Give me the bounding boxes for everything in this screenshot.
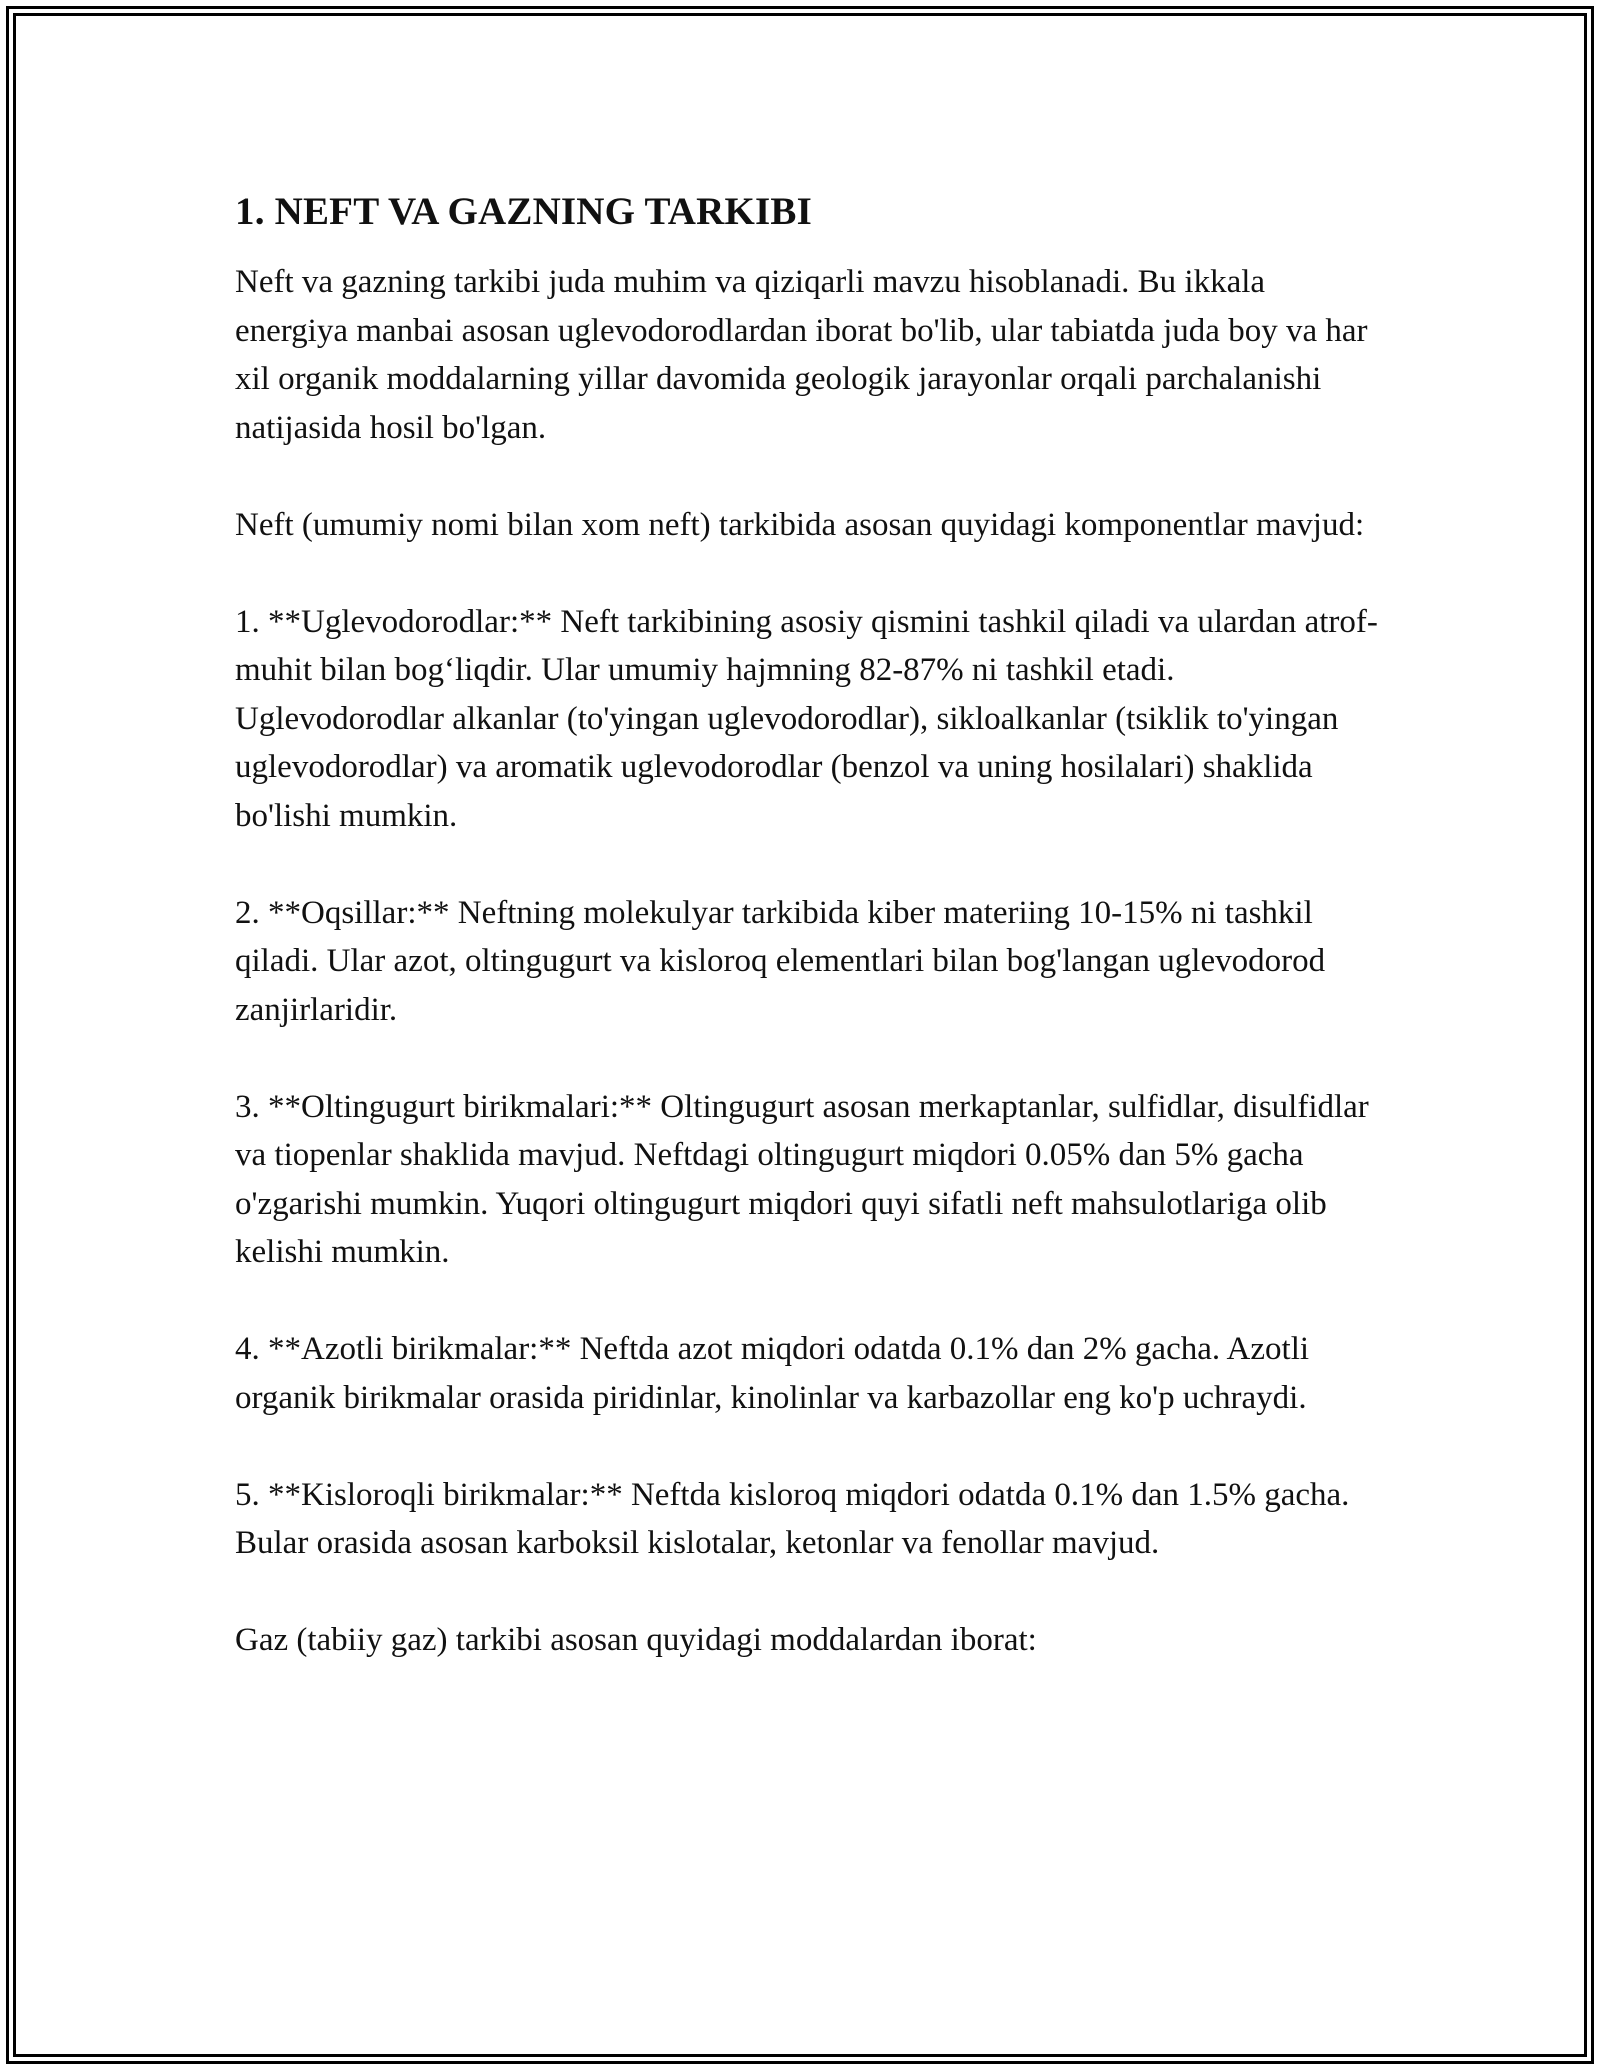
intro-paragraph: Neft va gazning tarkibi juda muhim va qiziqarli mavzu hisoblanadi. Bu ikkala energiya manbai asosan uglevodorodlardan iborat bo'lib, ular tabiatda juda boy va har xil organik moddalarning yillar davomida geologik jarayonlar orqali parchalanishi natijasida hosil bo'lgan. bbox=[235, 264, 1368, 446]
list-item-oxygen-compounds: 5. **Kisloroqli birikmalar:** Neftda kisloroq miqdori odatda 0.1% dan 1.5% gacha. Bular orasida asosan karboksil kislotalar, ketonlar va fenollar mavjud. bbox=[235, 1476, 1350, 1561]
list-item-proteins: 2. **Oqsillar:** Neftning molekulyar tarkibida kiber materiing 10-15% ni tashkil qiladi. Ular azot, oltingugurt va kisloroq elementlari bilan bog'langan uglevodorod zanjirlaridir. bbox=[235, 894, 1326, 1028]
document-title: 1. NEFT VA GAZNING TARKIBI bbox=[235, 190, 813, 233]
list-item-hydrocarbons: 1. **Uglevodorodlar:** Neft tarkibining asosiy qismini tashkil qiladi va ulardan atrof-muhit bilan bog‘liqdir. Ular umumiy hajmning 82-87% ni tashkil etadi. Uglevodorodlar alkanlar (to'yingan uglevodorodlar), sikloalkanlar (tsiklik to'yingan uglevodorodlar) va aromatik uglevodorodlar (benzol va uning hosilalari) shaklida bo'lishi mumkin. bbox=[235, 603, 1378, 834]
list-item-sulfur-compounds: 3. **Oltingugurt birikmalari:** Oltingugurt asosan merkaptanlar, sulfidlar, disulfidlar va tiopenlar shaklida mavjud. Neftdagi oltingugurt miqdori 0.05% dan 5% gacha o'zgarishi mumkin. Yuqori oltingugurt miqdori quyi sifatli neft mahsulotlariga olib kelishi mumkin. bbox=[235, 1088, 1369, 1270]
oil-components-intro: Neft (umumiy nomi bilan xom neft) tarkibida asosan quyidagi komponentlar mavjud: bbox=[235, 506, 1365, 543]
document-body bbox=[235, 188, 1385, 1713]
list-item-nitrogen-compounds: 4. **Azotli birikmalar:** Neftda azot miqdori odatda 0.1% dan 2% gacha. Azotli organik birikmalar orasida piridinlar, kinolinlar va karbazollar eng ko'p uchraydi. bbox=[235, 1331, 1310, 1416]
gas-composition-intro: Gaz (tabiiy gaz) tarkibi asosan quyidagi moddalardan iborat: bbox=[235, 1622, 1037, 1658]
